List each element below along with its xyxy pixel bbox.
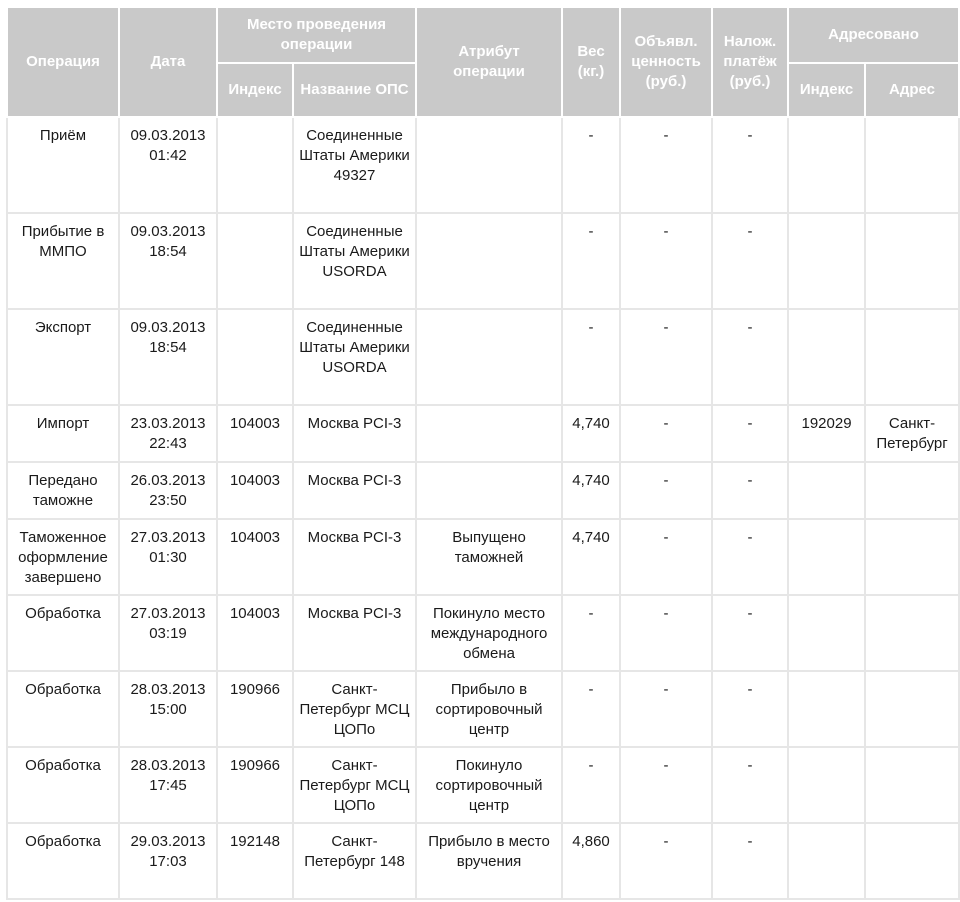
cell-declared-value: - [620, 117, 712, 213]
table-row [7, 671, 959, 747]
cell-index: 104003 [217, 405, 293, 462]
cell-ops-name: Соединенные Штаты Америки USORDA [293, 309, 416, 405]
cell-attribute: Покинуло сортировочный центр [416, 747, 562, 823]
cell-addr-index [788, 671, 865, 747]
cell-operation: Прибытие в ММПО [7, 213, 119, 309]
cell-declared-value: - [620, 595, 712, 671]
header-weight: Вес (кг.) [562, 7, 620, 117]
cell-addr-index: 192029 [788, 405, 865, 462]
cell-addr [865, 519, 959, 595]
cell-addr-index [788, 823, 865, 899]
cell-weight: - [562, 213, 620, 309]
cell-addr-index [788, 747, 865, 823]
cell-attribute: Прибыло в сортировочный центр [416, 671, 562, 747]
cell-declared-value: - [620, 823, 712, 899]
cell-addr: Санкт-Петербург [865, 405, 959, 462]
cell-addr [865, 747, 959, 823]
cell-weight: 4,740 [562, 462, 620, 519]
cell-operation: Обработка [7, 823, 119, 899]
cell-addr [865, 595, 959, 671]
cell-attribute: Выпущено таможней [416, 519, 562, 595]
cell-operation: Обработка [7, 747, 119, 823]
cell-date: 26.03.2013 23:50 [119, 462, 217, 519]
cell-operation: Экспорт [7, 309, 119, 405]
cell-attribute: Прибыло в место вручения [416, 823, 562, 899]
cell-date: 28.03.2013 17:45 [119, 747, 217, 823]
cell-addr [865, 117, 959, 213]
cell-weight: - [562, 595, 620, 671]
cell-index [217, 213, 293, 309]
header-declared-value: Объявл. ценность (руб.) [620, 7, 712, 117]
cell-cod: - [712, 671, 788, 747]
cell-ops-name: Соединенные Штаты Америки USORDA [293, 213, 416, 309]
cell-declared-value: - [620, 671, 712, 747]
header-addr-address: Адрес [865, 63, 959, 117]
table-row [7, 405, 959, 462]
cell-declared-value: - [620, 462, 712, 519]
cell-cod: - [712, 309, 788, 405]
header-place: Место проведения операции [217, 7, 416, 63]
cell-declared-value: - [620, 213, 712, 309]
cell-addr-index [788, 519, 865, 595]
cell-declared-value: - [620, 747, 712, 823]
cell-date: 27.03.2013 01:30 [119, 519, 217, 595]
cell-operation: Обработка [7, 595, 119, 671]
cell-declared-value: - [620, 309, 712, 405]
cell-operation: Приём [7, 117, 119, 213]
cell-addr [865, 671, 959, 747]
table-row [7, 462, 959, 519]
table-row [7, 519, 959, 595]
cell-addr-index [788, 117, 865, 213]
cell-index: 104003 [217, 462, 293, 519]
cell-operation: Импорт [7, 405, 119, 462]
cell-date: 28.03.2013 15:00 [119, 671, 217, 747]
cell-cod: - [712, 213, 788, 309]
cell-cod: - [712, 595, 788, 671]
cell-weight: - [562, 747, 620, 823]
table-body [7, 117, 959, 899]
cell-date: 09.03.2013 01:42 [119, 117, 217, 213]
cell-operation: Таможенное оформление завершено [7, 519, 119, 595]
table-row [7, 309, 959, 405]
header-place-index: Индекс [217, 63, 293, 117]
header-addr-index: Индекс [788, 63, 865, 117]
cell-weight: - [562, 671, 620, 747]
tracking-table [6, 6, 960, 900]
table-row [7, 213, 959, 309]
cell-index: 192148 [217, 823, 293, 899]
cell-date: 09.03.2013 18:54 [119, 213, 217, 309]
cell-cod: - [712, 747, 788, 823]
cell-addr [865, 462, 959, 519]
cell-index [217, 309, 293, 405]
cell-index: 190966 [217, 747, 293, 823]
header-attribute: Атрибут операции [416, 7, 562, 117]
cell-index: 190966 [217, 671, 293, 747]
cell-addr-index [788, 595, 865, 671]
cell-cod: - [712, 823, 788, 899]
cell-ops-name: Санкт-Петербург МСЦ ЦОПо [293, 747, 416, 823]
cell-ops-name: Москва PCI-3 [293, 405, 416, 462]
cell-attribute [416, 309, 562, 405]
table-row [7, 117, 959, 213]
cell-declared-value: - [620, 405, 712, 462]
cell-cod: - [712, 462, 788, 519]
cell-addr-index [788, 462, 865, 519]
header-date: Дата [119, 7, 217, 117]
cell-weight: 4,860 [562, 823, 620, 899]
table-row [7, 747, 959, 823]
cell-index: 104003 [217, 595, 293, 671]
cell-ops-name: Москва PCI-3 [293, 595, 416, 671]
table-header [7, 7, 959, 117]
table-row [7, 595, 959, 671]
cell-ops-name: Санкт-Петербург 148 [293, 823, 416, 899]
cell-date: 09.03.2013 18:54 [119, 309, 217, 405]
cell-addr [865, 309, 959, 405]
table-row [7, 823, 959, 899]
cell-addr-index [788, 213, 865, 309]
cell-date: 27.03.2013 03:19 [119, 595, 217, 671]
cell-weight: 4,740 [562, 405, 620, 462]
header-cod: Налож. платёж (руб.) [712, 7, 788, 117]
cell-operation: Передано таможне [7, 462, 119, 519]
cell-operation: Обработка [7, 671, 119, 747]
header-operation: Операция [7, 7, 119, 117]
cell-attribute [416, 462, 562, 519]
cell-date: 23.03.2013 22:43 [119, 405, 217, 462]
cell-index [217, 117, 293, 213]
cell-addr [865, 213, 959, 309]
cell-addr [865, 823, 959, 899]
cell-ops-name: Москва PCI-3 [293, 519, 416, 595]
cell-attribute [416, 117, 562, 213]
header-addressed: Адресовано [788, 7, 959, 63]
cell-addr-index [788, 309, 865, 405]
cell-date: 29.03.2013 17:03 [119, 823, 217, 899]
cell-weight: 4,740 [562, 519, 620, 595]
header-place-name: Название ОПС [293, 63, 416, 117]
cell-weight: - [562, 309, 620, 405]
cell-weight: - [562, 117, 620, 213]
cell-ops-name: Москва PCI-3 [293, 462, 416, 519]
cell-ops-name: Санкт-Петербург МСЦ ЦОПо [293, 671, 416, 747]
cell-cod: - [712, 117, 788, 213]
cell-index: 104003 [217, 519, 293, 595]
cell-attribute: Покинуло место международного обмена [416, 595, 562, 671]
cell-declared-value: - [620, 519, 712, 595]
cell-attribute [416, 213, 562, 309]
cell-cod: - [712, 519, 788, 595]
cell-cod: - [712, 405, 788, 462]
cell-ops-name: Соединенные Штаты Америки 49327 [293, 117, 416, 213]
cell-attribute [416, 405, 562, 462]
